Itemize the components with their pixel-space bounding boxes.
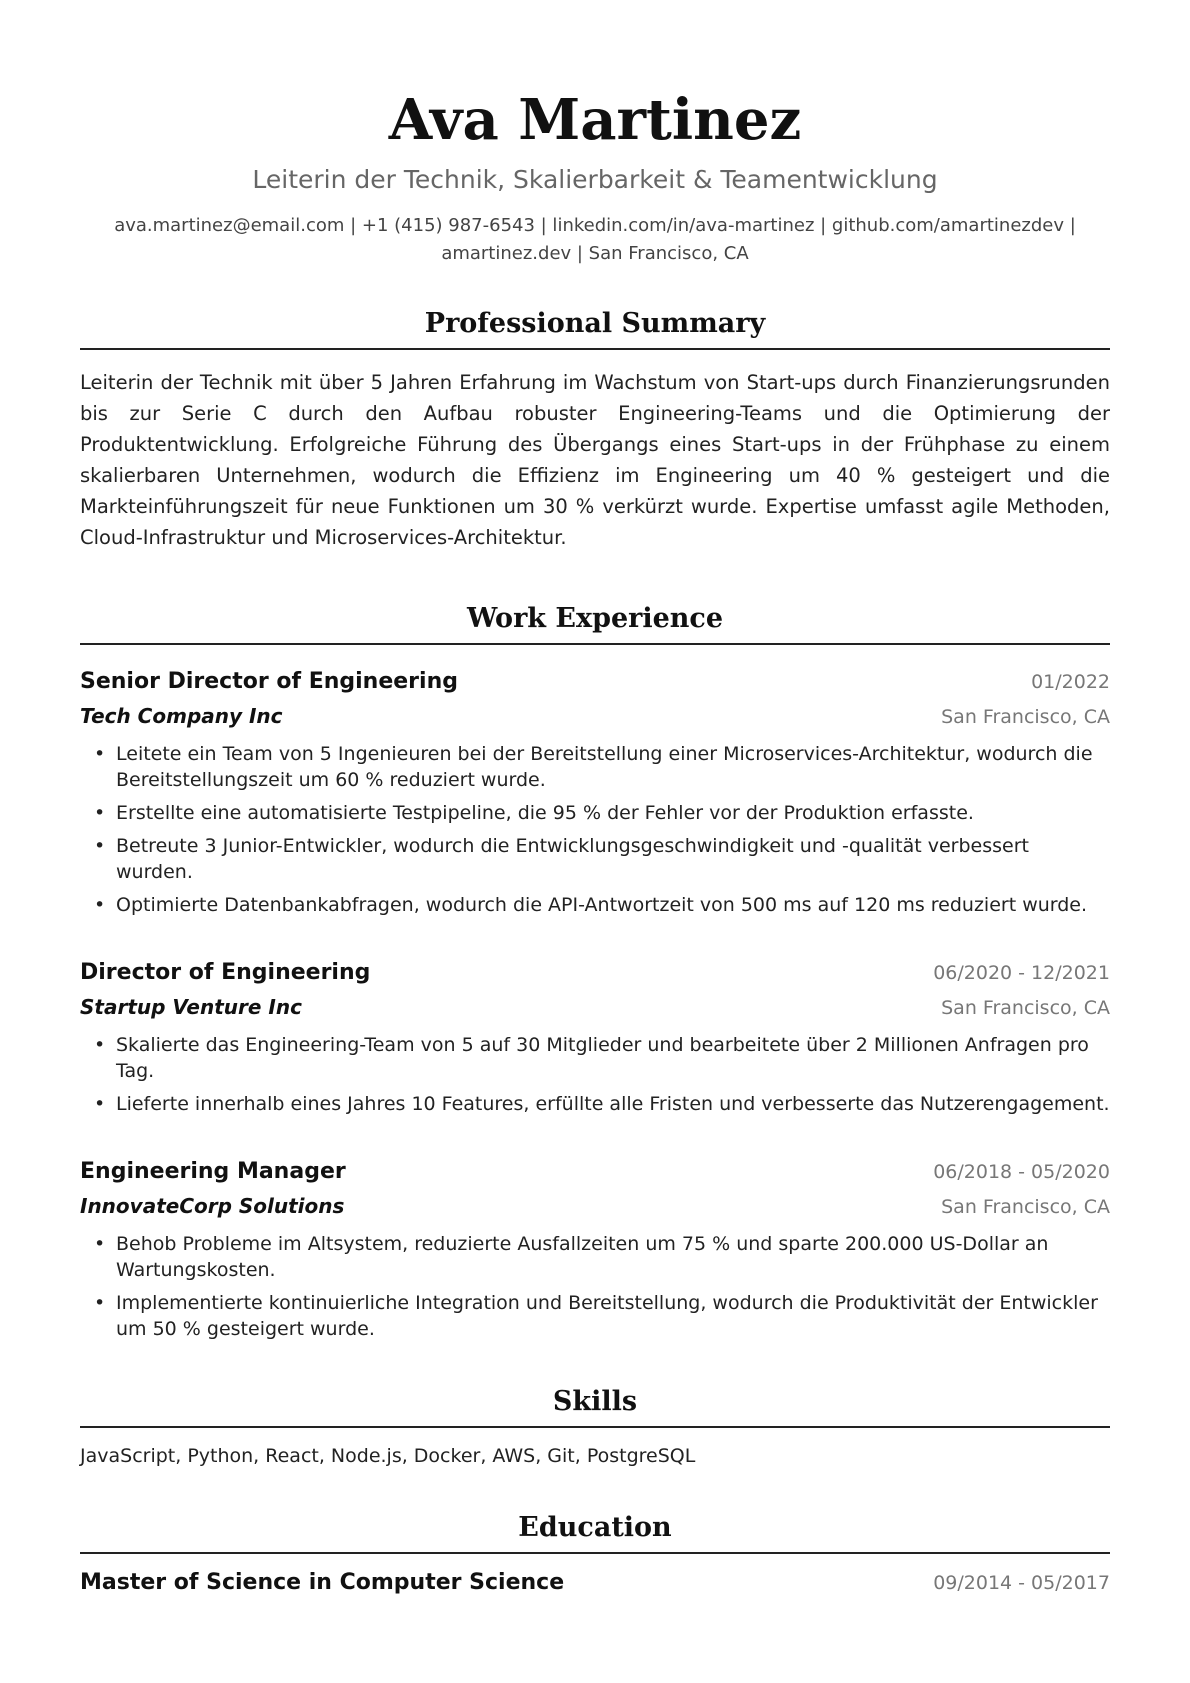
contact-line-1: ava.martinez@email.com | +1 (415) 987-6543 | linkedin.com/in/ava-martinez | github.com/amartinezdev |	[114, 215, 1076, 236]
job-company: Tech Company Inc	[80, 704, 283, 728]
job-location: San Francisco, CA	[941, 997, 1110, 1019]
summary-text: Leiterin der Technik mit über 5 Jahren Erfahrung im Wachstum von Start-ups durch Finanzierungsrunden bis zur Serie C durch den Aufbau robuster Engineering-Teams und die Optimierung der Produktentwicklung. Erfolgreiche Führung des Übergangs eines Start-ups in der Frühphase zu einem skalierbaren Unternehmen, wodurch die Effizienz im Engineering um 40 % gesteigert und die Markteinführungszeit für neue Funktionen um 30 % verkürzt wurde. Expertise umfasst agile Methoden, Cloud-Infrastruktur und Microservices-Architektur.	[80, 371, 1110, 549]
job-bullets	[80, 741, 1110, 918]
summary-heading: Professional Summary	[80, 306, 1110, 350]
degree-title: Master of Science in Computer Science	[80, 1570, 565, 1595]
job-location: San Francisco, CA	[941, 1196, 1110, 1218]
work-experience-section	[80, 601, 1110, 1342]
job-entry	[80, 665, 1110, 918]
education-heading: Education	[80, 1510, 1110, 1554]
education-date: 09/2014 - 05/2017	[933, 1572, 1110, 1594]
education-section	[80, 1510, 1110, 1600]
job-bullet: • Betreute 3 Junior-Entwickler, wodurch die Entwicklungsgeschwindigkeit und -qualität verbessert wurden.	[80, 833, 1110, 885]
job-entry	[80, 956, 1110, 1117]
job-title: Senior Director of Engineering	[80, 669, 458, 694]
job-bullet: • Lieferte innerhalb eines Jahres 10 Features, erfüllte alle Fristen und verbesserte das Nutzerengagement.	[80, 1091, 1110, 1117]
job-date: 01/2022	[1031, 671, 1110, 693]
job-bullets	[80, 1231, 1110, 1342]
job-bullet: • Implementierte kontinuierliche Integration und Bereitstellung, wodurch die Produktivität der Entwickler um 50 % gesteigert wurde.	[80, 1290, 1110, 1342]
contact-line-2: amartinez.dev | San Francisco, CA	[441, 243, 749, 264]
job-bullet: • Skalierte das Engineering-Team von 5 auf 30 Mitglieder und bearbeitete über 2 Millionen Anfragen pro Tag.	[80, 1032, 1110, 1084]
job-bullet: • Optimierte Datenbankabfragen, wodurch die API-Antwortzeit von 500 ms auf 120 ms reduziert wurde.	[80, 892, 1110, 918]
job-bullet: • Erstellte eine automatisierte Testpipeline, die 95 % der Fehler vor der Produktion erfasste.	[80, 800, 1110, 826]
job-title: Engineering Manager	[80, 1159, 346, 1184]
job-title: Director of Engineering	[80, 960, 371, 985]
job-company: InnovateCorp Solutions	[80, 1194, 345, 1218]
job-location: San Francisco, CA	[941, 706, 1110, 728]
skills-section	[80, 1384, 1110, 1470]
contact-info	[80, 212, 1110, 268]
job-entry	[80, 1155, 1110, 1342]
job-date: 06/2020 - 12/2021	[933, 962, 1110, 984]
education-entry	[80, 1566, 1110, 1600]
skills-list: JavaScript, Python, React, Node.js, Docker, AWS, Git, PostgreSQL	[80, 1445, 696, 1467]
skills-heading: Skills	[80, 1384, 1110, 1428]
work-experience-heading: Work Experience	[80, 601, 1110, 645]
summary-section	[80, 306, 1110, 553]
job-bullet: • Behob Probleme im Altsystem, reduzierte Ausfallzeiten um 75 % und sparte 200.000 US-Dollar an Wartungskosten.	[80, 1231, 1110, 1283]
candidate-subtitle: Leiterin der Technik, Skalierbarkeit & Teamentwicklung	[252, 165, 938, 194]
job-bullets	[80, 1032, 1110, 1117]
job-date: 06/2018 - 05/2020	[933, 1161, 1110, 1183]
job-bullet: • Leitete ein Team von 5 Ingenieuren bei der Bereitstellung einer Microservices-Architektur, wodurch die Bereitstellungszeit um 60 % reduziert wurde.	[80, 741, 1110, 793]
job-company: Startup Venture Inc	[80, 995, 302, 1019]
candidate-name: Ava Martinez	[388, 87, 802, 153]
